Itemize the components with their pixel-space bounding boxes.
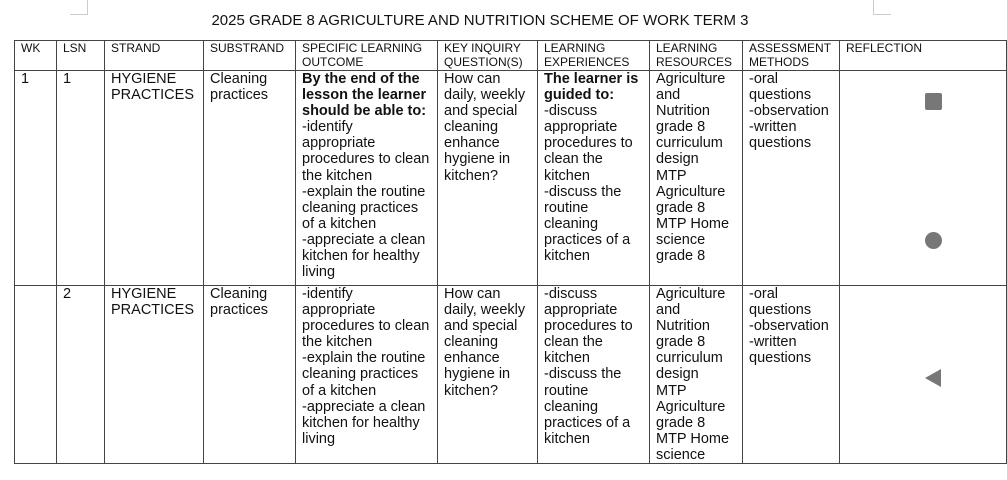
header-cell: REFLECTION: [840, 41, 1007, 71]
week-cell: 1: [15, 71, 57, 286]
experiences-lead: The learner is guided to:: [544, 71, 639, 104]
experiences-cell: [538, 71, 650, 286]
outcome-lead: By the end of the lesson the learner should be able to:: [302, 71, 427, 120]
assessment-cell: -oral questions -observation -written questions: [743, 71, 840, 286]
header-cell: SPECIFIC LEARNING OUTCOME: [296, 41, 438, 71]
recents-square-icon[interactable]: [925, 93, 942, 110]
outcome-cell: -identify appropriate procedures to clean the kitchen -explain the routine cleaning practices of a kitchen -appreciate a clean kitchen for healthy living: [296, 286, 438, 464]
outcome-cell: [296, 71, 438, 286]
header-cell: STRAND: [105, 41, 204, 71]
strand-cell: HYGIENE PRACTICES: [105, 71, 204, 286]
resources-cell: Agriculture and Nutrition grade 8 curriculum design MTP Agriculture grade 8 MTP Home science grade 8: [650, 71, 743, 286]
table-row: [15, 71, 1007, 286]
lesson-cell: 1: [57, 71, 105, 286]
lesson-cell: 2: [57, 286, 105, 464]
resources-cell: Agriculture and Nutrition grade 8 curriculum design MTP Agriculture grade 8 MTP Home science: [650, 286, 743, 464]
back-triangle-icon[interactable]: [925, 369, 941, 387]
reflection-cell: [840, 71, 1007, 286]
header-cell: LSN: [57, 41, 105, 71]
header-row: [15, 41, 1007, 71]
substrand-cell: Cleaning practices: [204, 71, 296, 286]
header-cell: LEARNING RESOURCES: [650, 41, 743, 71]
experiences-text: -discuss appropriate procedures to clean the kitchen -discuss the routine cleaning practices of a kitchen: [544, 103, 633, 265]
scheme-table-container[interactable]: [14, 40, 923, 464]
home-circle-icon[interactable]: [925, 232, 942, 249]
reflection-cell: [840, 286, 1007, 464]
header-cell: ASSESSMENT METHODS: [743, 41, 840, 71]
header-cell: WK: [15, 41, 57, 71]
document-title: 2025 GRADE 8 AGRICULTURE AND NUTRITION SCHEME OF WORK TERM 3: [211, 12, 749, 29]
assessment-cell: -oral questions -observation -written questions: [743, 286, 840, 464]
week-cell: [15, 286, 57, 464]
outcome-text: -identify appropriate procedures to clean the kitchen -explain the routine cleaning practices of a kitchen -appreciate a clean kitchen for healthy living: [302, 119, 430, 281]
substrand-cell: Cleaning practices: [204, 286, 296, 464]
question-cell: How can daily, weekly and special cleaning enhance hygiene in kitchen?: [438, 286, 538, 464]
experiences-cell: -discuss appropriate procedures to clean the kitchen -discuss the routine cleaning practices of a kitchen: [538, 286, 650, 464]
header-cell: SUBSTRAND: [204, 41, 296, 71]
header-cell: LEARNING EXPERIENCES: [538, 41, 650, 71]
header-cell: KEY INQUIRY QUESTION(S): [438, 41, 538, 71]
question-cell: How can daily, weekly and special cleaning enhance hygiene in kitchen?: [438, 71, 538, 286]
strand-cell: HYGIENE PRACTICES: [105, 286, 204, 464]
scheme-of-work-table: [14, 40, 1007, 464]
table-row: [15, 286, 1007, 464]
